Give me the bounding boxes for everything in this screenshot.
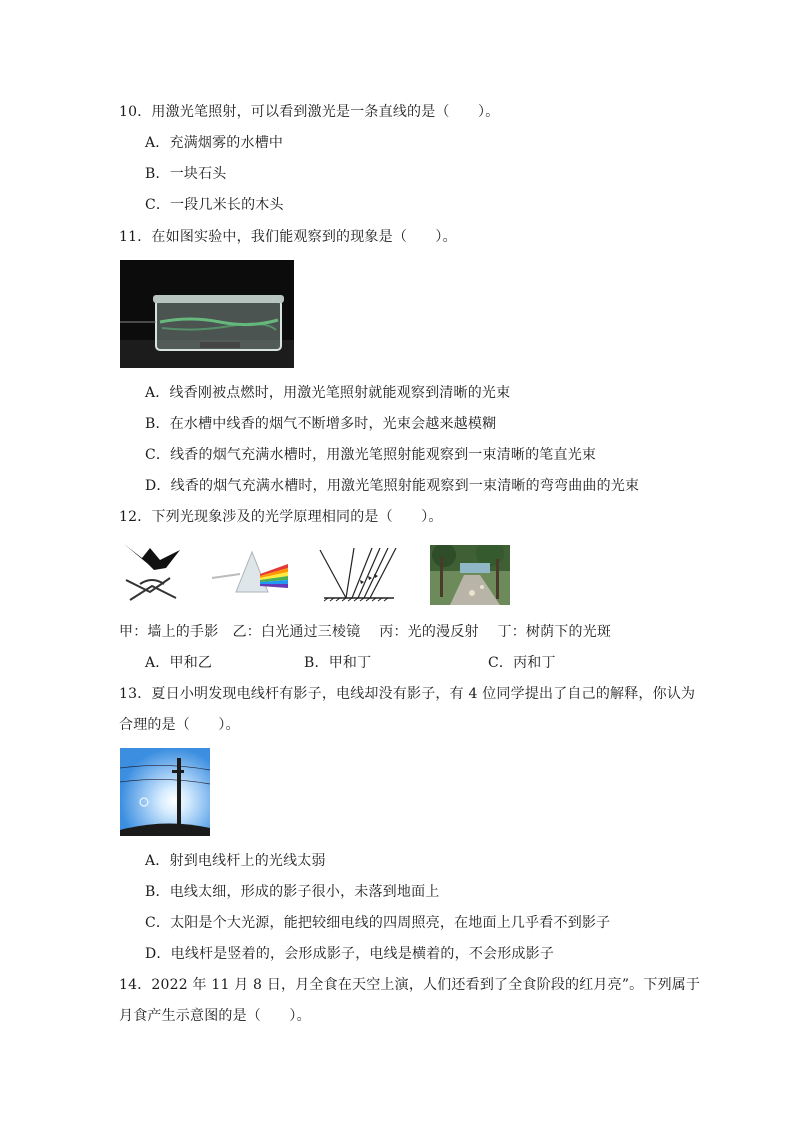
q12-option-c: C．丙和丁 bbox=[488, 655, 556, 671]
q11-option-a: A．线香刚被点燃时，用激光笔照射就能观察到清晰的光束 bbox=[145, 385, 511, 401]
hand-shadow-image bbox=[120, 540, 184, 606]
prism-image bbox=[212, 548, 288, 600]
q10-option-b: B．一块石头 bbox=[145, 166, 227, 182]
q13-option-d: D．电线杆是竖着的，会形成影子，电线是横着的，不会形成影子 bbox=[145, 946, 555, 962]
laser-tank-photo bbox=[120, 260, 294, 368]
q12-option-a: A．甲和乙 bbox=[145, 655, 213, 671]
q11-option-c: C．线香的烟气充满水槽时，用激光笔照射能观察到一束清晰的笔直光束 bbox=[145, 447, 597, 463]
q13-option-a: A．射到电线杆上的光线太弱 bbox=[145, 853, 326, 869]
q13-stem-line1: 13．夏日小明发现电线杆有影子，电线却没有影子，有 4 位同学提出了自己的解释，你认为 bbox=[119, 686, 696, 702]
power-pole-photo bbox=[120, 748, 210, 836]
q10-stem: 10．用激光笔照射，可以看到激光是一条直线的是（ ）。 bbox=[119, 104, 500, 120]
q11-stem: 11．在如图实验中，我们能观察到的现象是（ ）。 bbox=[119, 229, 457, 245]
q11-option-b: B．在水槽中线香的烟气不断增多时，光束会越来越模糊 bbox=[145, 416, 497, 432]
q14-stem-line1: 14．2022 年 11 月 8 日，月全食在天空上演，人们还看到了全食阶段的红月亮”。下列属于 bbox=[119, 977, 701, 993]
q11-option-d: D．线香的烟气充满水槽时，用激光笔照射能观察到一束清晰的弯弯曲曲的光束 bbox=[145, 478, 640, 494]
diffuse-reflection-diagram bbox=[316, 544, 400, 604]
q10-option-c: C．一段几米长的木头 bbox=[145, 197, 284, 213]
q12-option-b: B．甲和丁 bbox=[304, 655, 372, 671]
tree-shade-photo bbox=[430, 545, 510, 605]
q13-option-b: B．电线太细，形成的影子很小，未落到地面上 bbox=[145, 884, 440, 900]
q14-stem-line2: 月食产生示意图的是（ ）。 bbox=[119, 1008, 311, 1024]
q13-option-c: C．太阳是个大光源，能把较细电线的四周照亮，在地面上几乎看不到影子 bbox=[145, 915, 611, 931]
q10-option-a: A．充满烟雾的水槽中 bbox=[145, 135, 284, 151]
q12-captions: 甲：墙上的手影 乙：白光通过三棱镜 丙：光的漫反射 丁：树荫下的光斑 bbox=[119, 624, 612, 640]
q12-stem: 12．下列光现象涉及的光学原理相同的是（ ）。 bbox=[119, 509, 443, 525]
q13-stem-line2: 合理的是（ ）。 bbox=[119, 717, 240, 733]
